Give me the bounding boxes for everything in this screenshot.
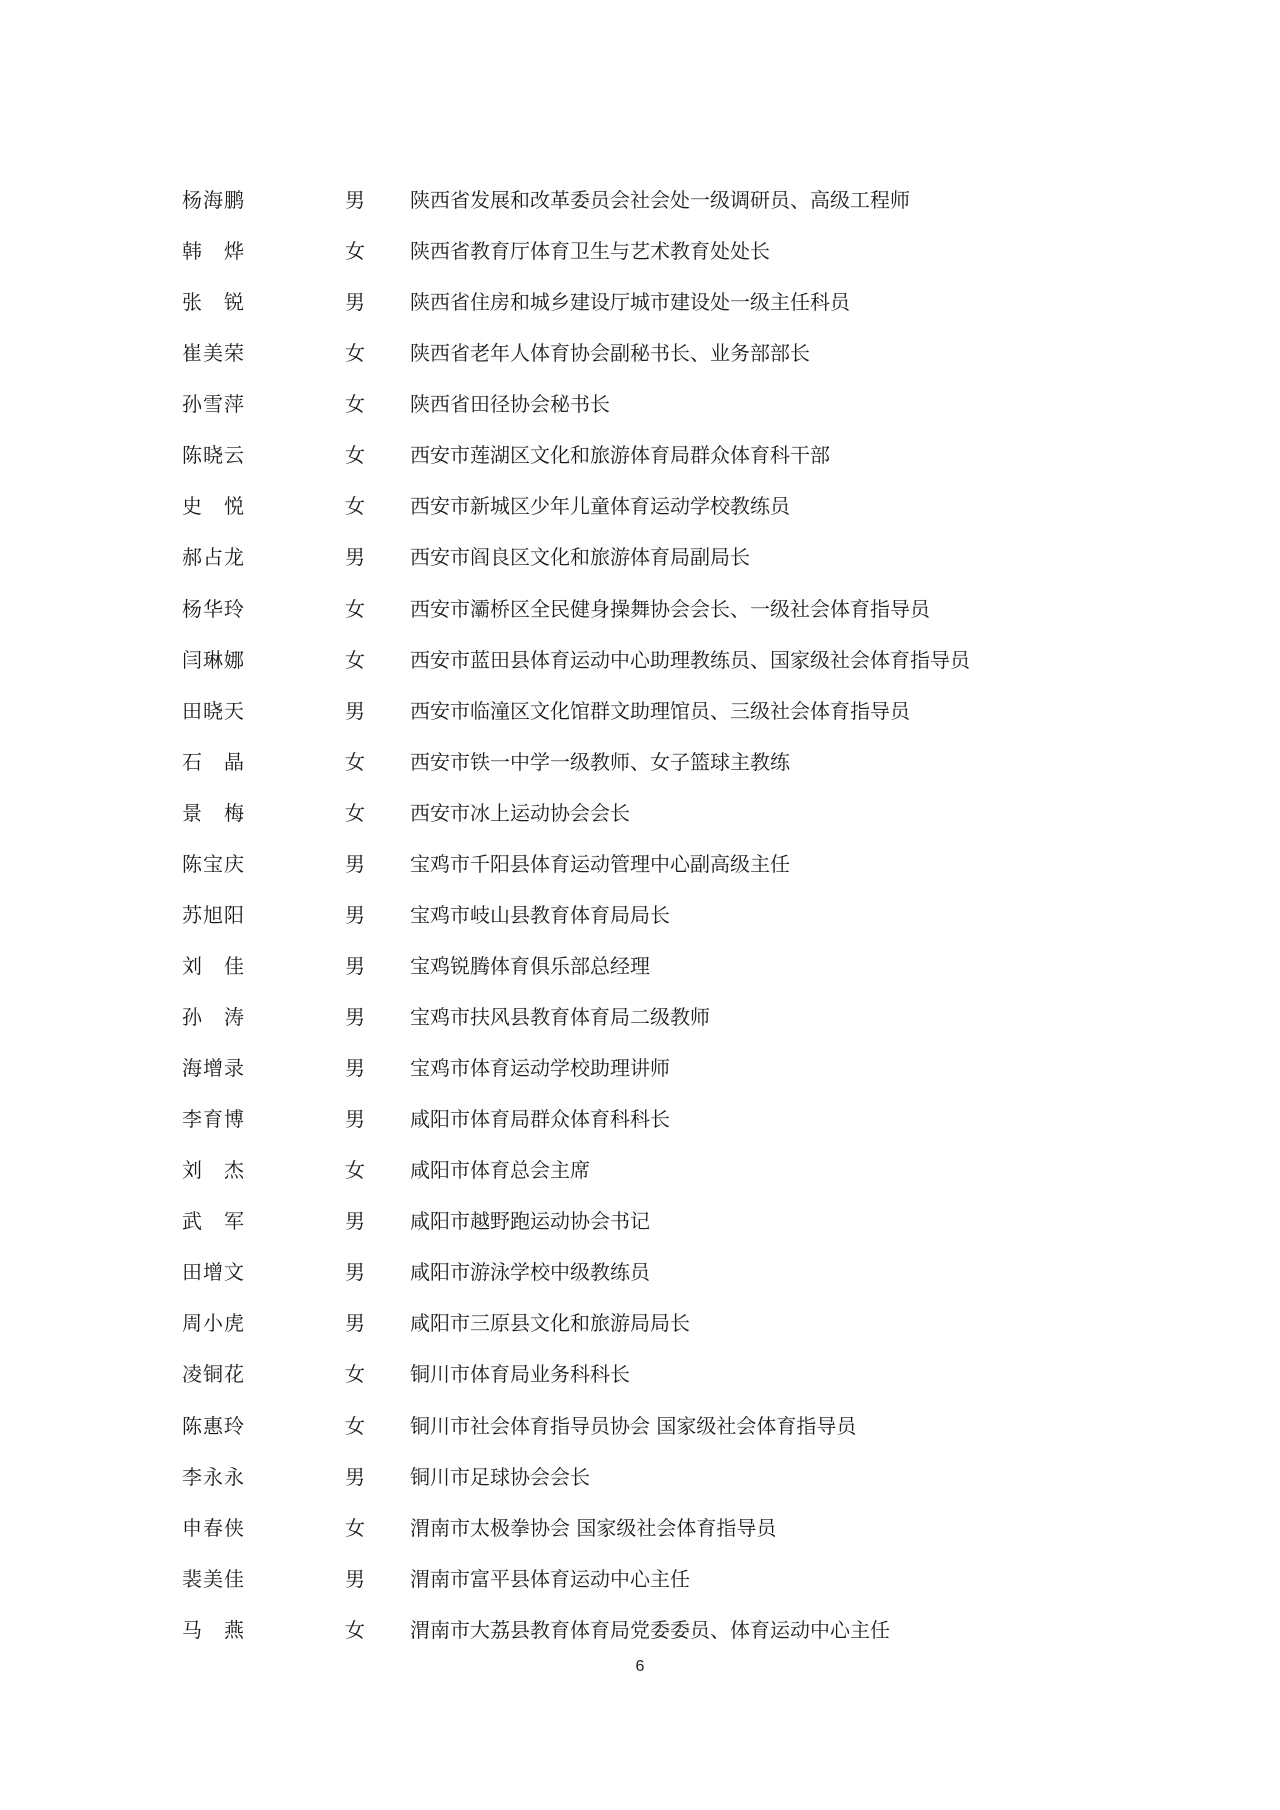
member-gender: 女	[345, 647, 365, 672]
member-organization: 陕西省教育厅体育卫生与艺术教育处处长	[410, 239, 770, 264]
member-name: 田晓天	[182, 698, 245, 723]
member-name: 陈宝庆	[182, 851, 245, 876]
member-organization: 陕西省老年人体育协会副秘书长、业务部部长	[410, 341, 810, 366]
list-item	[182, 379, 1082, 430]
member-name: 崔美荣	[182, 341, 245, 366]
member-organization: 西安市临潼区文化馆群文助理馆员、三级社会体育指导员	[410, 698, 910, 723]
member-organization: 西安市冰上运动协会会长	[410, 800, 630, 825]
list-item	[182, 635, 1082, 686]
member-name: 陈惠玲	[182, 1413, 245, 1438]
member-gender: 女	[345, 239, 365, 264]
list-item	[182, 1554, 1082, 1605]
list-item	[182, 890, 1082, 941]
member-name: 凌铜花	[182, 1362, 245, 1387]
member-gender: 男	[345, 1464, 365, 1489]
member-organization: 咸阳市三原县文化和旅游局局长	[410, 1311, 690, 1336]
member-gender: 女	[345, 1413, 365, 1438]
member-organization: 渭南市大荔县教育体育局党委委员、体育运动中心主任	[410, 1617, 890, 1642]
member-name: 郝占龙	[182, 545, 245, 570]
member-organization: 咸阳市游泳学校中级教练员	[410, 1260, 650, 1285]
member-gender: 男	[345, 902, 365, 927]
list-item	[182, 839, 1082, 890]
list-item	[182, 532, 1082, 583]
member-name: 李育博	[182, 1107, 245, 1132]
member-organization: 铜川市社会体育指导员协会 国家级社会体育指导员	[410, 1413, 857, 1438]
list-item	[182, 1401, 1082, 1452]
member-organization: 西安市蓝田县体育运动中心助理教练员、国家级社会体育指导员	[410, 647, 970, 672]
member-name: 孙雪萍	[182, 392, 245, 417]
member-gender: 女	[345, 443, 365, 468]
list-item	[182, 737, 1082, 788]
list-item	[182, 1503, 1082, 1554]
list-item	[182, 1196, 1082, 1247]
member-organization: 咸阳市体育局群众体育科科长	[410, 1107, 670, 1132]
list-item	[182, 226, 1082, 277]
list-item	[182, 277, 1082, 328]
member-organization: 宝鸡市扶风县教育体育局二级教师	[410, 1005, 710, 1029]
member-name: 田增文	[182, 1260, 245, 1285]
member-name: 周小虎	[182, 1311, 245, 1336]
member-gender: 男	[345, 188, 365, 212]
list-item	[182, 584, 1082, 635]
member-name: 刘杰	[182, 1158, 266, 1183]
list-item	[182, 481, 1082, 532]
list-item	[182, 175, 1082, 226]
list-item	[182, 788, 1082, 839]
member-gender: 女	[345, 341, 365, 366]
member-gender: 男	[345, 290, 365, 315]
member-gender: 男	[345, 1260, 365, 1285]
member-organization: 宝鸡市千阳县体育运动管理中心副高级主任	[410, 851, 790, 876]
member-name: 杨海鹏	[182, 188, 245, 212]
member-name: 海增录	[182, 1056, 245, 1081]
member-gender: 女	[345, 1617, 365, 1642]
member-organization: 西安市莲湖区文化和旅游体育局群众体育科干部	[410, 443, 830, 468]
list-item	[182, 1094, 1082, 1145]
member-name: 苏旭阳	[182, 902, 245, 927]
member-organization: 西安市灞桥区全民健身操舞协会会长、一级社会体育指导员	[410, 596, 930, 621]
member-name: 裴美佳	[182, 1566, 245, 1591]
member-name: 史悦	[182, 494, 266, 519]
member-gender: 男	[345, 1005, 365, 1029]
member-name: 韩烨	[182, 239, 266, 264]
member-gender: 女	[345, 392, 365, 417]
member-organization: 宝鸡锐腾体育俱乐部总经理	[410, 953, 650, 978]
member-name: 石晶	[182, 749, 266, 774]
list-item	[182, 1605, 1082, 1656]
member-name: 杨华玲	[182, 596, 245, 621]
member-gender: 女	[345, 800, 365, 825]
member-organization: 西安市铁一中学一级教师、女子篮球主教练	[410, 749, 790, 774]
list-item	[182, 686, 1082, 737]
member-organization: 渭南市太极拳协会 国家级社会体育指导员	[410, 1515, 777, 1540]
member-name: 景梅	[182, 800, 266, 825]
member-organization: 西安市阎良区文化和旅游体育局副局长	[410, 545, 750, 570]
member-gender: 男	[345, 698, 365, 723]
member-gender: 男	[345, 1209, 365, 1234]
list-item	[182, 1298, 1082, 1349]
member-gender: 男	[345, 545, 365, 570]
member-organization: 西安市新城区少年儿童体育运动学校教练员	[410, 494, 790, 519]
member-gender: 男	[345, 851, 365, 876]
member-name: 武军	[182, 1209, 266, 1234]
list-item	[182, 1349, 1082, 1400]
list-item	[182, 941, 1082, 992]
member-name: 马燕	[182, 1617, 266, 1642]
member-list	[182, 175, 1082, 1656]
member-organization: 咸阳市体育总会主席	[410, 1158, 590, 1183]
member-gender: 女	[345, 1515, 365, 1540]
list-item	[182, 992, 1082, 1043]
member-gender: 女	[345, 749, 365, 774]
member-gender: 男	[345, 1056, 365, 1081]
member-organization: 铜川市体育局业务科科长	[410, 1362, 630, 1387]
member-organization: 咸阳市越野跑运动协会书记	[410, 1209, 650, 1234]
member-organization: 宝鸡市体育运动学校助理讲师	[410, 1056, 670, 1081]
member-organization: 铜川市足球协会会长	[410, 1464, 590, 1489]
member-name: 张锐	[182, 290, 266, 315]
member-organization: 渭南市富平县体育运动中心主任	[410, 1566, 690, 1591]
member-gender: 男	[345, 953, 365, 978]
member-gender: 男	[345, 1311, 365, 1336]
list-item	[182, 328, 1082, 379]
list-item	[182, 430, 1082, 481]
member-name: 孙涛	[182, 1005, 266, 1029]
member-organization: 宝鸡市岐山县教育体育局局长	[410, 902, 670, 927]
member-name: 申春侠	[182, 1515, 245, 1540]
member-name: 刘佳	[182, 953, 266, 978]
member-gender: 女	[345, 596, 365, 621]
member-organization: 陕西省发展和改革委员会社会处一级调研员、高级工程师	[410, 188, 910, 212]
list-item	[182, 1247, 1082, 1298]
member-organization: 陕西省住房和城乡建设厅城市建设处一级主任科员	[410, 290, 850, 315]
member-name: 闫琳娜	[182, 647, 245, 672]
member-organization: 陕西省田径协会秘书长	[410, 392, 610, 417]
member-name: 陈晓云	[182, 443, 245, 468]
member-gender: 女	[345, 1158, 365, 1183]
member-gender: 男	[345, 1566, 365, 1591]
member-gender: 女	[345, 1362, 365, 1387]
member-name: 李永永	[182, 1464, 245, 1489]
list-item	[182, 1452, 1082, 1503]
list-item	[182, 1043, 1082, 1094]
page-number: 6	[635, 1658, 645, 1675]
list-item	[182, 1145, 1082, 1196]
member-gender: 男	[345, 1107, 365, 1132]
member-gender: 女	[345, 494, 365, 519]
